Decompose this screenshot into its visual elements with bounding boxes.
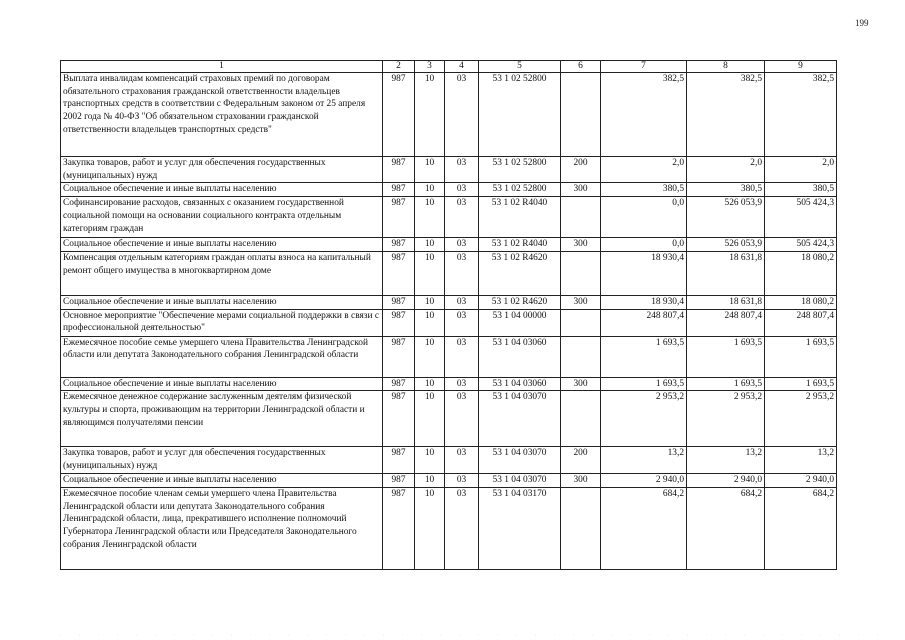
row-section-code: 10	[415, 295, 445, 309]
table-row	[61, 183, 837, 197]
row-target-article: 53 1 02 52800	[479, 73, 561, 157]
row-ministry-code: 987	[383, 447, 415, 474]
row-subsection-code: 03	[445, 309, 479, 336]
row-section-code: 10	[415, 474, 445, 488]
table-header-row	[61, 61, 837, 73]
row-target-article: 53 1 04 03170	[479, 487, 561, 569]
row-amount-col7: 0,0	[601, 238, 687, 252]
table-row	[61, 474, 837, 488]
row-expense-type	[561, 487, 601, 569]
row-amount-col8: 526 053,9	[687, 197, 765, 238]
row-target-article: 53 1 02 R4620	[479, 295, 561, 309]
row-amount-col8: 526 053,9	[687, 238, 765, 252]
row-section-code: 10	[415, 377, 445, 391]
row-description: Компенсация отдельным категориям граждан оплаты взноса на капитальный ремонт общего имущества в многоквартирном доме	[61, 251, 383, 295]
row-amount-col9: 18 080,2	[765, 251, 837, 295]
row-ministry-code: 987	[383, 157, 415, 183]
table-row	[61, 251, 837, 295]
row-amount-col7: 1 693,5	[601, 336, 687, 377]
row-ministry-code: 987	[383, 295, 415, 309]
header-col-4: 4	[445, 61, 479, 73]
row-subsection-code: 03	[445, 73, 479, 157]
row-target-article: 53 1 02 R4040	[479, 238, 561, 252]
row-ministry-code: 987	[383, 238, 415, 252]
row-amount-col9: 2,0	[765, 157, 837, 183]
row-section-code: 10	[415, 183, 445, 197]
row-amount-col8: 380,5	[687, 183, 765, 197]
row-description: Социальное обеспечение и иные выплаты населению	[61, 474, 383, 488]
row-subsection-code: 03	[445, 336, 479, 377]
header-col-8: 8	[687, 61, 765, 73]
table-row	[61, 391, 837, 447]
row-ministry-code: 987	[383, 251, 415, 295]
row-target-article: 53 1 02 52800	[479, 183, 561, 197]
row-section-code: 10	[415, 336, 445, 377]
row-subsection-code: 03	[445, 474, 479, 488]
row-description: Основное мероприятие "Обеспечение мерами социальной поддержки в связи с профессиональной деятельностью"	[61, 309, 383, 336]
row-target-article: 53 1 04 03060	[479, 377, 561, 391]
header-col-2: 2	[383, 61, 415, 73]
row-amount-col9: 505 424,3	[765, 238, 837, 252]
row-description: Ежемесячное денежное содержание заслуженным деятелям физической культуры и спорта, проживающим на территории Ленинградской области и являющимся получателями пенсии	[61, 391, 383, 447]
row-expense-type: 300	[561, 474, 601, 488]
header-col-3: 3	[415, 61, 445, 73]
row-amount-col7: 18 930,4	[601, 251, 687, 295]
row-amount-col7: 684,2	[601, 487, 687, 569]
table-row	[61, 377, 837, 391]
row-expense-type: 200	[561, 447, 601, 474]
row-subsection-code: 03	[445, 487, 479, 569]
page-number: 199	[855, 18, 869, 28]
row-expense-type	[561, 309, 601, 336]
row-expense-type	[561, 391, 601, 447]
row-subsection-code: 03	[445, 197, 479, 238]
row-target-article: 53 1 04 03060	[479, 336, 561, 377]
row-subsection-code: 03	[445, 391, 479, 447]
row-expense-type: 300	[561, 377, 601, 391]
row-section-code: 10	[415, 391, 445, 447]
table-row	[61, 309, 837, 336]
row-amount-col8: 13,2	[687, 447, 765, 474]
row-expense-type: 300	[561, 183, 601, 197]
row-amount-col8: 248 807,4	[687, 309, 765, 336]
row-ministry-code: 987	[383, 73, 415, 157]
row-amount-col9: 248 807,4	[765, 309, 837, 336]
row-amount-col7: 382,5	[601, 73, 687, 157]
row-description: Ежемесячное пособие семье умершего члена Правительства Ленинградской области или депутата Законодательного собрания Ленинградской области	[61, 336, 383, 377]
row-ministry-code: 987	[383, 391, 415, 447]
row-amount-col9: 1 693,5	[765, 377, 837, 391]
row-amount-col9: 1 693,5	[765, 336, 837, 377]
row-target-article: 53 1 02 52800	[479, 157, 561, 183]
row-amount-col7: 380,5	[601, 183, 687, 197]
row-amount-col9: 684,2	[765, 487, 837, 569]
row-section-code: 10	[415, 157, 445, 183]
row-description: Закупка товаров, работ и услуг для обеспечения государственных (муниципальных) нужд	[61, 447, 383, 474]
row-target-article: 53 1 02 R4040	[479, 197, 561, 238]
row-description: Социальное обеспечение и иные выплаты населению	[61, 295, 383, 309]
row-amount-col9: 13,2	[765, 447, 837, 474]
table-row	[61, 238, 837, 252]
row-ministry-code: 987	[383, 183, 415, 197]
row-amount-col8: 1 693,5	[687, 336, 765, 377]
row-amount-col7: 248 807,4	[601, 309, 687, 336]
header-col-7: 7	[601, 61, 687, 73]
row-amount-col9: 382,5	[765, 73, 837, 157]
row-expense-type	[561, 73, 601, 157]
row-section-code: 10	[415, 447, 445, 474]
row-subsection-code: 03	[445, 238, 479, 252]
row-amount-col9: 2 940,0	[765, 474, 837, 488]
row-ministry-code: 987	[383, 474, 415, 488]
row-amount-col7: 13,2	[601, 447, 687, 474]
row-expense-type	[561, 336, 601, 377]
row-amount-col8: 382,5	[687, 73, 765, 157]
table-row	[61, 447, 837, 474]
row-amount-col7: 2 940,0	[601, 474, 687, 488]
table-row	[61, 487, 837, 569]
row-subsection-code: 03	[445, 183, 479, 197]
row-section-code: 10	[415, 309, 445, 336]
row-description: Ежемесячное пособие членам семьи умершего члена Правительства Ленинградской области или депутата Законодательного собрания Ленинградской области, лица, прекратившего исполнение полномочий Губернатора Ленинградской области или Председателя Законодательного собрания Ленинградской области	[61, 487, 383, 569]
row-amount-col8: 18 631,8	[687, 295, 765, 309]
row-subsection-code: 03	[445, 377, 479, 391]
row-ministry-code: 987	[383, 197, 415, 238]
table-row	[61, 197, 837, 238]
row-section-code: 10	[415, 487, 445, 569]
row-expense-type	[561, 251, 601, 295]
row-ministry-code: 987	[383, 336, 415, 377]
row-ministry-code: 987	[383, 309, 415, 336]
row-description: Социальное обеспечение и иные выплаты населению	[61, 183, 383, 197]
row-amount-col8: 2 953,2	[687, 391, 765, 447]
row-amount-col7: 2,0	[601, 157, 687, 183]
row-amount-col9: 18 080,2	[765, 295, 837, 309]
row-amount-col8: 18 631,8	[687, 251, 765, 295]
row-amount-col7: 1 693,5	[601, 377, 687, 391]
row-target-article: 53 1 04 03070	[479, 391, 561, 447]
row-target-article: 53 1 04 03070	[479, 474, 561, 488]
row-amount-col9: 505 424,3	[765, 197, 837, 238]
row-section-code: 10	[415, 197, 445, 238]
row-amount-col8: 684,2	[687, 487, 765, 569]
row-amount-col7: 0,0	[601, 197, 687, 238]
row-description: Социальное обеспечение и иные выплаты населению	[61, 377, 383, 391]
row-description: Софинансирование расходов, связанных с оказанием государственной социальной помощи на основании социального контракта отдельным категориям граждан	[61, 197, 383, 238]
row-expense-type: 200	[561, 157, 601, 183]
row-target-article: 53 1 04 00000	[479, 309, 561, 336]
row-section-code: 10	[415, 251, 445, 295]
header-col-6: 6	[561, 61, 601, 73]
scan-noise-strip	[0, 632, 905, 638]
header-col-5: 5	[479, 61, 561, 73]
row-amount-col8: 2 940,0	[687, 474, 765, 488]
row-target-article: 53 1 02 R4620	[479, 251, 561, 295]
header-col-1: 1	[61, 61, 383, 73]
table-row	[61, 336, 837, 377]
row-subsection-code: 03	[445, 251, 479, 295]
table-row	[61, 73, 837, 157]
table-row	[61, 157, 837, 183]
row-amount-col9: 2 953,2	[765, 391, 837, 447]
row-amount-col9: 380,5	[765, 183, 837, 197]
row-description: Выплата инвалидам компенсаций страховых премий по договорам обязательного страхования гражданской ответственности владельцев транспортных средств в соответствии с Федеральным законом от 25 апреля 2002 года № 40-ФЗ "Об обязательном страховании гражданской ответственности владельцев транспортных средств"	[61, 73, 383, 157]
row-ministry-code: 987	[383, 487, 415, 569]
row-amount-col7: 18 930,4	[601, 295, 687, 309]
header-col-9: 9	[765, 61, 837, 73]
row-target-article: 53 1 04 03070	[479, 447, 561, 474]
row-description: Закупка товаров, работ и услуг для обеспечения государственных (муниципальных) нужд	[61, 157, 383, 183]
table-row	[61, 295, 837, 309]
row-amount-col8: 1 693,5	[687, 377, 765, 391]
row-subsection-code: 03	[445, 447, 479, 474]
row-amount-col7: 2 953,2	[601, 391, 687, 447]
row-subsection-code: 03	[445, 157, 479, 183]
row-expense-type: 300	[561, 295, 601, 309]
budget-table	[60, 60, 837, 570]
row-subsection-code: 03	[445, 295, 479, 309]
row-description: Социальное обеспечение и иные выплаты населению	[61, 238, 383, 252]
row-expense-type	[561, 197, 601, 238]
row-section-code: 10	[415, 238, 445, 252]
row-section-code: 10	[415, 73, 445, 157]
row-expense-type: 300	[561, 238, 601, 252]
row-ministry-code: 987	[383, 377, 415, 391]
row-amount-col8: 2,0	[687, 157, 765, 183]
